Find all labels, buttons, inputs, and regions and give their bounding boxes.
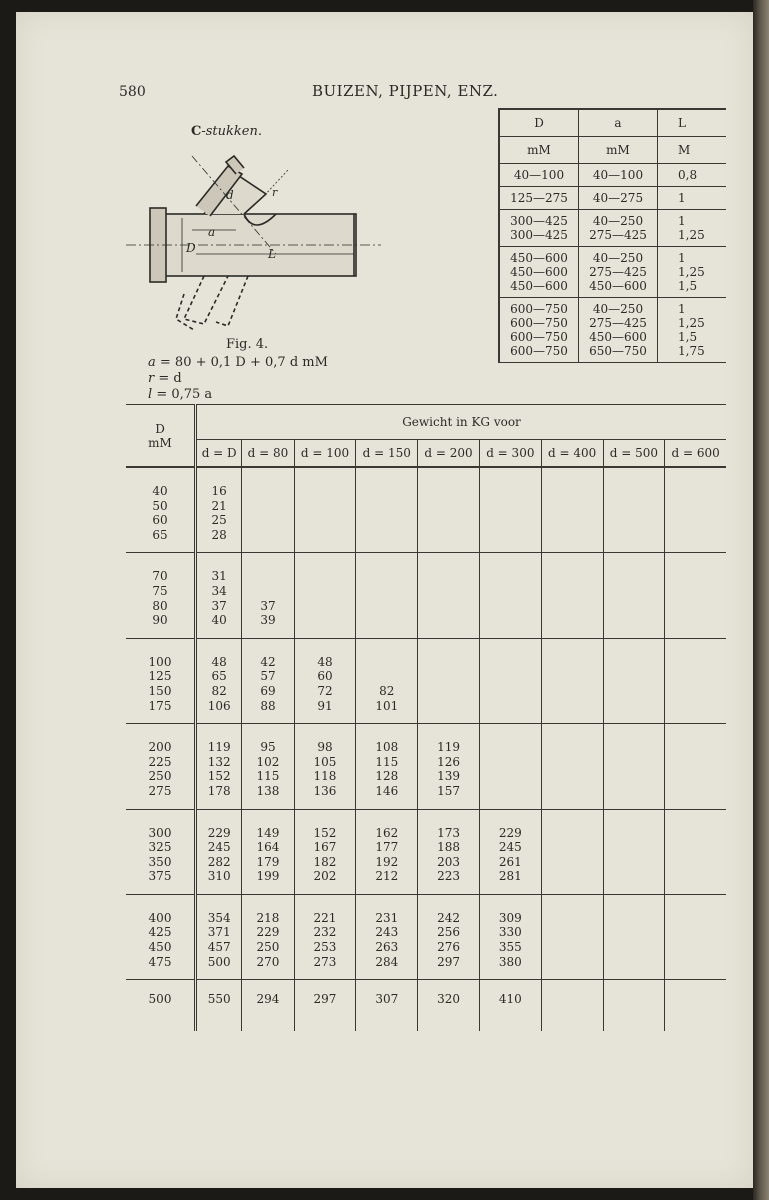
dim-cell-D: 300—425 300—425 (499, 210, 579, 247)
label-r: r (272, 186, 278, 199)
weight-cell: 16 21 25 28 (196, 467, 242, 553)
dimension-row-group (499, 298, 726, 363)
c-piece-diagram (126, 144, 386, 339)
weight-cell (603, 467, 665, 553)
weight-row-group (126, 724, 726, 809)
weight-cell (665, 809, 726, 894)
weight-header-row (126, 405, 726, 440)
weight-row-group (126, 980, 726, 1031)
weight-col-header: d = 100 (294, 440, 356, 468)
weight-cell: 218 229 250 270 (242, 894, 294, 979)
dim-cell-L: 1 1,25 1,5 (658, 247, 727, 298)
dimension-row-group (499, 164, 726, 187)
weight-col-header: d = 500 (603, 440, 665, 468)
label-d: d (226, 188, 234, 202)
dim-cell-a: 40—250 275—425 450—600 (579, 247, 658, 298)
weight-cell (479, 724, 541, 809)
dim-cell-a: 40—275 (579, 187, 658, 210)
weight-cell: 294 (242, 980, 294, 1031)
weight-cell (665, 638, 726, 723)
weight-col-header: d = 150 (356, 440, 418, 468)
weight-cell (603, 553, 665, 638)
dim-cell-D: 600—750 600—750 600—750 600—750 (499, 298, 579, 363)
dim-cell-L: 1 (658, 187, 727, 210)
label-D: D (186, 241, 196, 255)
weight-cell (479, 638, 541, 723)
weight-col-header: d = 600 (665, 440, 726, 468)
weight-cell: 242 256 276 297 (418, 894, 480, 979)
figure-caption: Fig. 4. (226, 337, 269, 352)
weight-cell: 31 34 37 40 (196, 553, 242, 638)
dim-cell-L: 1 1,25 1,5 1,75 (658, 298, 727, 363)
weight-cell: 82 101 (356, 638, 418, 723)
dimension-unit-row (499, 137, 726, 164)
dim-cell-a: 40—100 (579, 164, 658, 187)
weight-cell (603, 638, 665, 723)
weight-row-group (126, 638, 726, 723)
formula-r: r = d (148, 371, 182, 386)
weight-cell-D: 70 75 80 90 (126, 553, 196, 638)
weight-header-D: D mM (126, 405, 196, 468)
label-a: a (208, 225, 216, 239)
weight-cell-D: 300 325 350 375 (126, 809, 196, 894)
dim-cell-L: 1 1,25 (658, 210, 727, 247)
weight-cell: 119 132 152 178 (196, 724, 242, 809)
dim-cell-D: 40—100 (499, 164, 579, 187)
weight-table-wrap (126, 404, 726, 1031)
weight-cell: 108 115 128 146 (356, 724, 418, 809)
weight-cell (418, 553, 480, 638)
dimension-row-group (499, 247, 726, 298)
weight-cell: 37 39 (242, 553, 294, 638)
dimension-table (498, 108, 726, 363)
running-title: BUIZEN, PIJPEN, ENZ. (312, 82, 499, 100)
weight-col-header: d = 300 (479, 440, 541, 468)
weight-cell-D: 400 425 450 475 (126, 894, 196, 979)
weight-cell-D: 100 125 150 175 (126, 638, 196, 723)
dimension-header-row (499, 109, 726, 137)
weight-col-header: d = 80 (242, 440, 294, 468)
weight-cell (356, 553, 418, 638)
figure-title (191, 124, 262, 139)
dim-cell-a: 40—250 275—425 (579, 210, 658, 247)
weight-cell (294, 553, 356, 638)
weight-col-header: d = D (196, 440, 242, 468)
weight-cell: 98 105 118 136 (294, 724, 356, 809)
weight-cell: 297 (294, 980, 356, 1031)
dim-unit-L: M (658, 137, 727, 164)
weight-super-header: Gewicht in KG voor (196, 405, 727, 440)
weight-cell: 231 243 263 284 (356, 894, 418, 979)
weight-cell (541, 638, 603, 723)
weight-cell: 307 (356, 980, 418, 1031)
dim-header-L: L (658, 109, 727, 137)
weight-cell (541, 724, 603, 809)
weight-row-group (126, 467, 726, 553)
weight-cell (356, 467, 418, 553)
page (16, 12, 753, 1188)
dim-unit-D: mM (499, 137, 579, 164)
dim-cell-L: 0,8 (658, 164, 727, 187)
weight-cell: 354 371 457 500 (196, 894, 242, 979)
weight-cell (541, 809, 603, 894)
weight-cell: 410 (479, 980, 541, 1031)
dim-cell-D: 450—600 450—600 450—600 (499, 247, 579, 298)
dim-unit-a: mM (579, 137, 658, 164)
weight-cell: 162 177 192 212 (356, 809, 418, 894)
weight-cell (294, 467, 356, 553)
weight-cell: 42 57 69 88 (242, 638, 294, 723)
weight-cell (541, 980, 603, 1031)
weight-cell (665, 894, 726, 979)
weight-column-headers (126, 440, 726, 468)
weight-col-header: d = 200 (418, 440, 480, 468)
weight-cell (665, 553, 726, 638)
weight-row-group (126, 894, 726, 979)
dimension-row-group (499, 187, 726, 210)
weight-cell (242, 467, 294, 553)
page-number: 580 (119, 84, 146, 100)
weight-cell-D: 500 (148, 992, 172, 1007)
label-L: L (268, 247, 276, 261)
weight-cell: 48 60 72 91 (294, 638, 356, 723)
weight-cell (665, 980, 726, 1031)
weight-cell (603, 894, 665, 979)
dim-cell-a: 40—250 275—425 450—600 650—750 (579, 298, 658, 363)
weight-cell: 550 (196, 980, 242, 1031)
weight-cell: 229 245 282 310 (196, 809, 242, 894)
weight-cell: 173 188 203 223 (418, 809, 480, 894)
weight-cell (541, 894, 603, 979)
weight-cell (603, 724, 665, 809)
weight-row-group (126, 553, 726, 638)
dim-header-a: a (579, 109, 658, 137)
weight-cell (665, 724, 726, 809)
weight-row-group (126, 809, 726, 894)
book-edge (753, 0, 769, 1200)
figure-title-rest: -stukken. (201, 124, 262, 139)
formula-l: l = 0,75 a (148, 387, 213, 402)
weight-cell: 221 232 253 273 (294, 894, 356, 979)
dim-header-D: D (499, 109, 579, 137)
weight-cell (418, 467, 480, 553)
formula-a: a = 80 + 0,1 D + 0,7 d mM (148, 355, 328, 370)
weight-table (126, 404, 726, 1031)
weight-cell (541, 467, 603, 553)
weight-cell (541, 553, 603, 638)
weight-cell (479, 467, 541, 553)
weight-cell: 119 126 139 157 (418, 724, 480, 809)
weight-cell: 152 167 182 202 (294, 809, 356, 894)
weight-cell: 48 65 82 106 (196, 638, 242, 723)
weight-col-header: d = 400 (541, 440, 603, 468)
weight-cell: 320 (418, 980, 480, 1031)
weight-cell (665, 467, 726, 553)
weight-cell: 229 245 261 281 (479, 809, 541, 894)
weight-cell-D: 40 50 60 65 (126, 467, 196, 553)
weight-cell (603, 980, 665, 1031)
weight-cell (603, 809, 665, 894)
dim-cell-D: 125—275 (499, 187, 579, 210)
dimension-row-group (499, 210, 726, 247)
weight-cell: 95 102 115 138 (242, 724, 294, 809)
weight-cell: 309 330 355 380 (479, 894, 541, 979)
weight-cell (479, 553, 541, 638)
weight-cell (418, 638, 480, 723)
weight-cell: 149 164 179 199 (242, 809, 294, 894)
weight-cell-D: 200 225 250 275 (126, 724, 196, 809)
figure-title-bold: C (191, 124, 202, 139)
